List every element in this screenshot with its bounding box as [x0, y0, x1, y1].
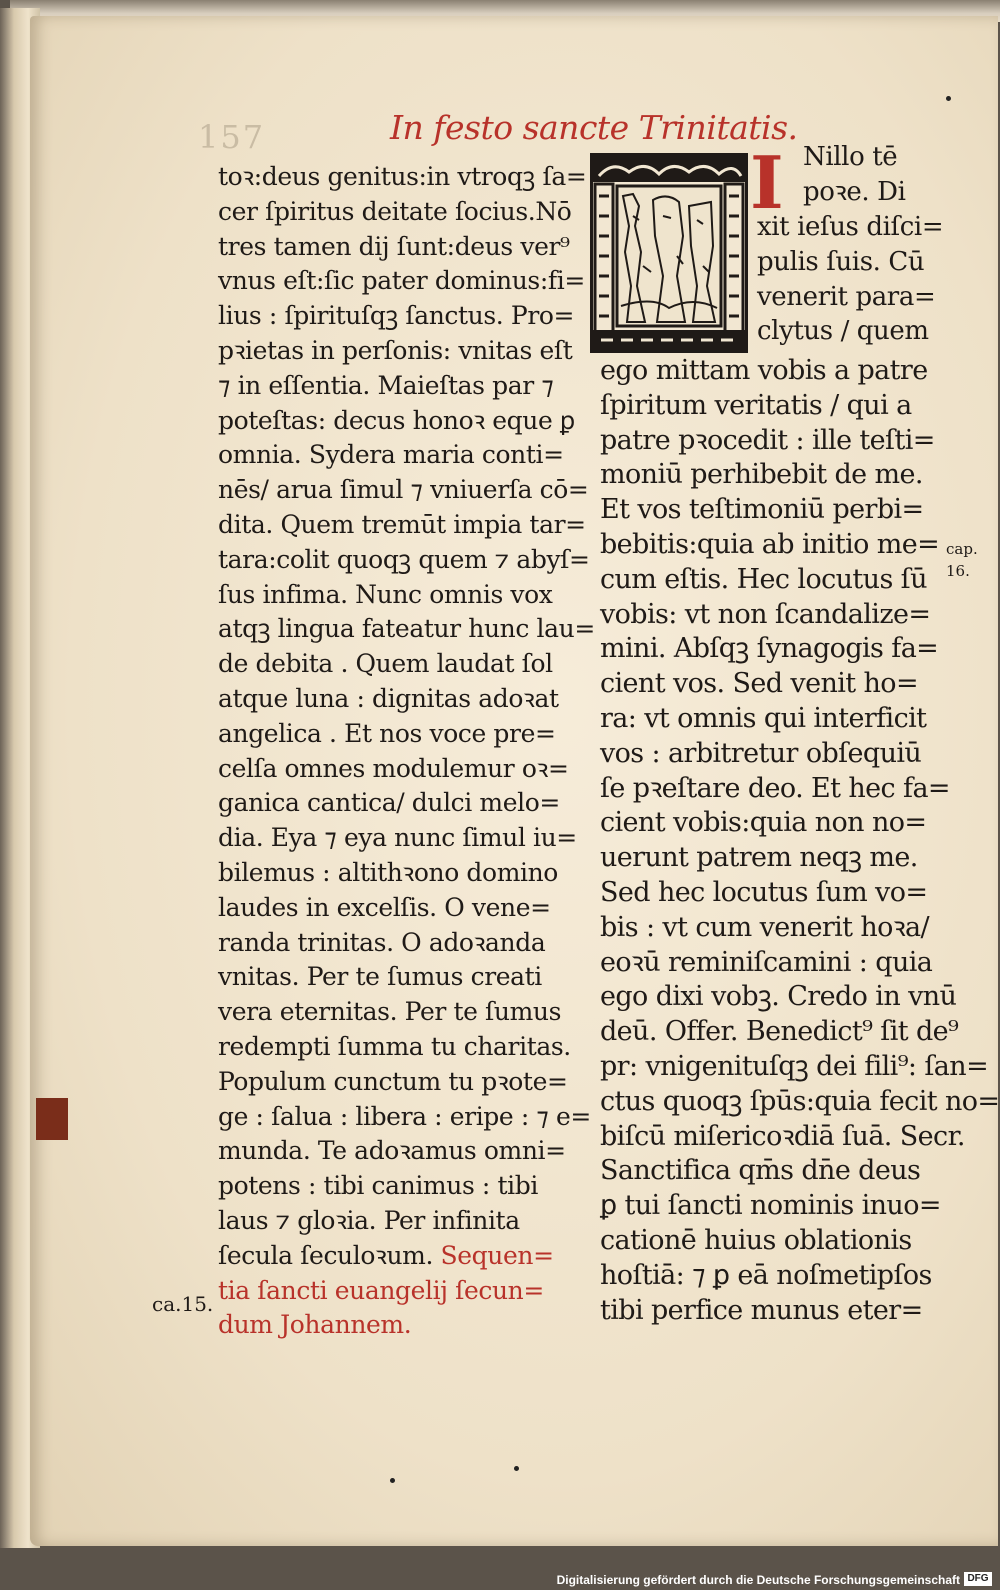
text-line: nēs/ arua ſimul ⁊ vniuerſa cō=	[218, 475, 589, 505]
text-line: mini. Abſqꝫ ſynagogis fa=	[600, 633, 939, 665]
text-line: omnia. Sydera maria conti=	[218, 440, 564, 470]
text-line: vos : arbitretur obſequiū	[600, 737, 922, 769]
text-line: Nillo tē	[803, 142, 898, 172]
text-line: pr: vnigenituſqꝫ dei fili⁹: ſan=	[600, 1050, 989, 1082]
text-line: angelica . Et nos voce pre=	[218, 718, 556, 748]
text-line: pulis ſuis. Cū	[757, 246, 925, 277]
rubric-text: Sequen=	[440, 1240, 554, 1270]
text-line: munda. Te adoꝛamus omni=	[218, 1136, 566, 1166]
text-line: atque luna : dignitas adoꝛat	[218, 683, 559, 713]
text-line: vera eternitas. Per te ſumus	[218, 997, 562, 1027]
margin-note-chapter-16: 16.	[946, 562, 970, 580]
text-line: bis : vt cum venerit hoꝛa/	[600, 911, 930, 943]
text-line: cient vobis:quia non no=	[600, 807, 927, 839]
text-line: ego mittam vobis a patre	[600, 355, 928, 386]
woodcut-illustration	[590, 153, 748, 353]
text-line: Sed hec locutus ſum vo=	[600, 876, 928, 908]
text-line: dita. Quem tremūt impia tar=	[218, 509, 586, 539]
bleed-through-page-number: 157	[198, 118, 266, 156]
text-line: randa trinitas. O adoꝛanda	[218, 927, 546, 957]
text-line: poꝛe. Di	[803, 176, 906, 207]
text-line: eoꝛū reminiſcamini : quia	[600, 946, 933, 978]
text-line: ꝑ tui ſancti nominis inuo=	[600, 1190, 941, 1222]
right-column-lines-beside-initial	[803, 140, 953, 210]
text-line: vnus eſt:ſic pater dominus:fi=	[218, 266, 585, 296]
text-line: laus ⁊ gloꝛia. Per infinita	[218, 1205, 520, 1235]
text-line: laudes in excelſis. O vene=	[218, 892, 551, 922]
text-line: ge : ſalua : libera : eripe : ⁊ e=	[218, 1101, 591, 1131]
text-line: ſus infima. Nunc omnis vox	[218, 579, 553, 609]
decorated-initial-letter: I	[750, 140, 784, 225]
text-line: moniū perhibebit de me.	[600, 459, 923, 491]
page-speck	[390, 1478, 395, 1483]
text-line: ⁊ in eſſentia. Maieſtas par ⁊	[218, 370, 554, 400]
text-line: xit ieſus diſci=	[757, 212, 944, 242]
margin-note-chapter-15: ca.15.	[152, 1292, 214, 1316]
text-segment: ſecula ſeculoꝛum.	[218, 1240, 433, 1270]
text-line: ſe pꝛeſtare deo. Et hec fa=	[600, 772, 950, 804]
text-line: potens : tibi canimus : tibi	[218, 1171, 538, 1201]
text-line: dia. Eya ⁊ eya nunc ſimul iu=	[218, 823, 577, 853]
text-line: uerunt patrem neqꝫ me.	[600, 842, 918, 874]
text-line: cationē huius oblationis	[600, 1224, 912, 1256]
margin-note-cap: cap.	[946, 540, 978, 558]
text-line: Sanctifica qm̄s dn̄e deus	[600, 1155, 921, 1187]
text-line: deū. Offer. Benedict⁹ ſit de⁹	[600, 1016, 959, 1048]
text-line: ſpiritum veritatis / qui a	[600, 389, 912, 421]
text-line: venerit para=	[757, 281, 936, 312]
text-line: vobis: vt non ſcandalize=	[600, 598, 931, 630]
text-line: Populum cunctum tu pꝛote=	[218, 1066, 568, 1096]
text-line: tibi perfice munus eter=	[600, 1294, 923, 1326]
text-line: redempti ſumma tu charitas.	[218, 1031, 571, 1061]
right-column-lines-beside-woodcut	[757, 210, 957, 349]
text-line: bilemus : altithꝛono domino	[218, 857, 558, 887]
text-line: ra: vt omnis qui interficit	[600, 702, 927, 734]
left-text-column	[218, 160, 595, 1343]
text-line: celſa omnes modulemur oꝛ=	[218, 753, 569, 783]
page-header-title: In festo sancte Trinitatis.	[390, 108, 798, 147]
red-page-tab	[36, 1098, 68, 1140]
page-speck	[946, 96, 951, 101]
text-line-with-rubric	[218, 1239, 578, 1274]
text-line: cum eſtis. Hec locutus ſū	[600, 563, 927, 595]
text-line: biſcū miſericoꝛdiā ſuā. Secr.	[600, 1120, 965, 1152]
text-line: ctus quoqꝫ ſpūs:quia fecit no=	[600, 1085, 1000, 1117]
text-line: lius : ſpirituſqꝫ ſanctus. Pro=	[218, 301, 575, 331]
text-line: vnitas. Per te ſumus creati	[218, 962, 542, 992]
woodcut-figure-icon	[593, 156, 745, 350]
text-line: ganica cantica/ dulci melo=	[218, 788, 560, 818]
text-line: toꝛ:deus genitus:in vtroqꝫ ſa=	[218, 162, 587, 191]
text-line: patre pꝛocedit : ille teſti=	[600, 424, 935, 456]
text-line: clytus / quem	[757, 316, 929, 347]
text-line: tres tamen dij ſunt:deus ver⁹	[218, 231, 570, 261]
text-line: ego dixi vobꝫ. Credo in vnū	[600, 981, 957, 1013]
rubric-line: dum Johannem.	[218, 1310, 412, 1340]
page-speck	[514, 1466, 519, 1471]
text-line: poteſtas: decus honoꝛ eque ꝑ	[218, 405, 575, 435]
dfg-logo: DFG	[964, 1572, 992, 1586]
text-line: bebitis:quia ab initio me=	[600, 528, 940, 560]
text-line: cient vos. Sed venit ho=	[600, 668, 918, 700]
text-line: tara:colit quoqꝫ quem ⁊ abyſ=	[218, 544, 590, 574]
text-line: atqꝫ lingua fateatur hunc lau=	[218, 614, 595, 644]
text-line: cer ſpiritus deitate ſocius.Nō	[218, 196, 572, 226]
text-line: Et vos teſtimoniū perbi=	[600, 494, 924, 526]
funding-credit: Digitalisierung gefördert durch die Deutsche Forschungsgemeinschaft	[556, 1573, 960, 1587]
rubric-line: tia ſancti euangelij ſecun=	[218, 1275, 544, 1305]
text-line: pꝛietas in perſonis: vnitas eſt	[218, 335, 573, 365]
text-line: de debita . Quem laudat ſol	[218, 649, 553, 679]
text-line: hoſtiā: ⁊ ꝑ eā noſmetipſos	[600, 1259, 932, 1291]
